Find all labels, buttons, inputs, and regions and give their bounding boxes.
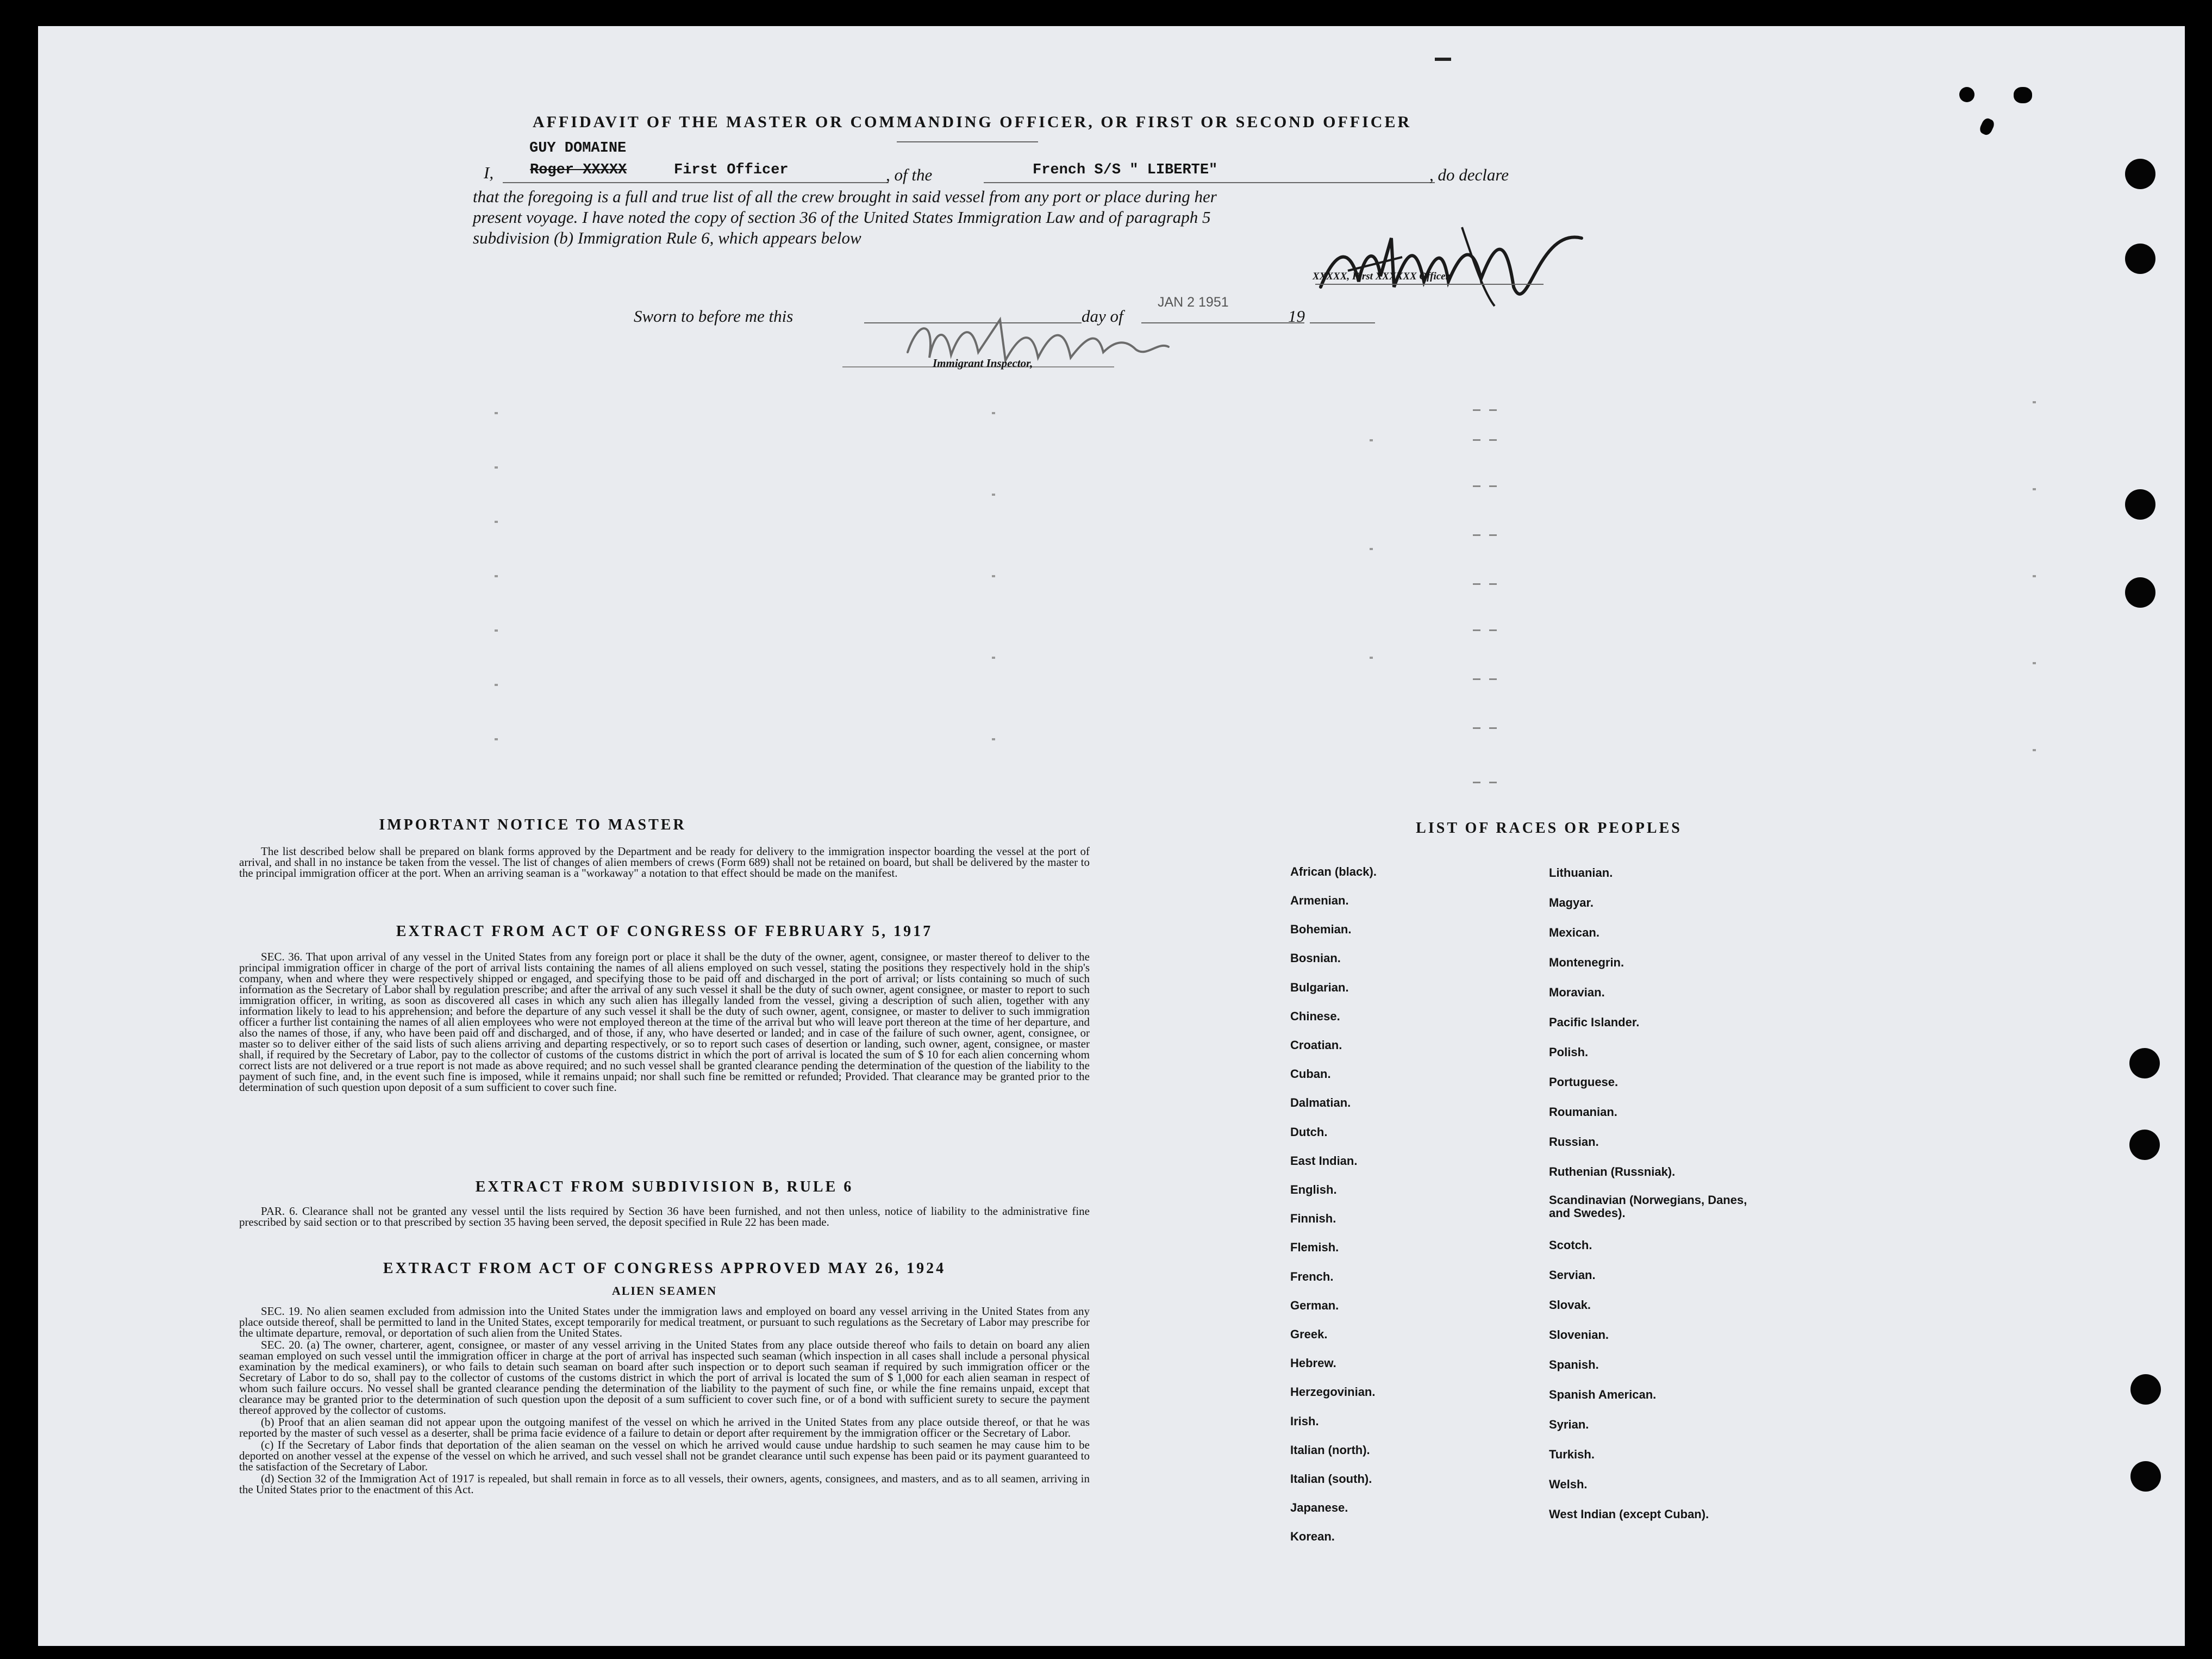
race-item: Hebrew. — [1290, 1356, 1336, 1370]
grid-mark — [992, 657, 995, 659]
race-item: Dalmatian. — [1290, 1096, 1351, 1109]
race-item: Spanish. — [1549, 1358, 1599, 1371]
race-item: Scandinavian (Norwegians, Danes, and Swedes). — [1549, 1193, 1747, 1220]
race-item: West Indian (except Cuban). — [1549, 1507, 1709, 1521]
pronoun-i: I, — [484, 163, 494, 182]
grid-mark — [992, 494, 995, 496]
extract-1917-title: EXTRACT FROM ACT OF CONGRESS OF FEBRUARY 5, 1917 — [396, 923, 933, 940]
punch-hole — [2125, 159, 2155, 189]
grid-dash — [1473, 583, 1480, 585]
race-item: East Indian. — [1290, 1154, 1358, 1168]
notice-title: IMPORTANT NOTICE TO MASTER — [379, 816, 686, 833]
race-item: Italian (south). — [1290, 1472, 1372, 1486]
section-20d-paragraph: (d) Section 32 of the Immigration Act of 1917 is repealed, but shall remain in force as to all vessels, their owners, agents, consignees, and masters, and as to all seamen, arriving in the United States prior to the enactment of this Act. — [239, 1472, 1090, 1496]
grid-dash — [1489, 534, 1497, 536]
grid-mark — [1370, 548, 1373, 550]
race-item: Slovak. — [1549, 1298, 1591, 1312]
race-item: Irish. — [1290, 1414, 1319, 1428]
race-item: Scotch. — [1549, 1238, 1592, 1252]
race-item: Syrian. — [1549, 1418, 1589, 1431]
grid-mark — [992, 738, 995, 740]
race-item: Flemish. — [1290, 1240, 1339, 1254]
notice-paragraph: The list described below shall be prepared on blank forms approved by the Department and be ready for delivery to the immigration inspector boarding the vessel at the port of arrival, and shall in no instance be taken from the vessel. The list of changes of alien members of crews (Form 689) shall not be retained on board, but shall be delivered by the master to the principal immigration officer at the port. When an arriving seaman is a "workaway" a notation to that effect should be made on the manifest. — [239, 845, 1090, 880]
year-prefix: 19 — [1288, 307, 1305, 326]
race-item: French. — [1290, 1270, 1334, 1283]
subdivision-title: EXTRACT FROM SUBDIVISION B, RULE 6 — [475, 1178, 854, 1195]
do-declare-text: , do declare — [1429, 165, 1509, 184]
races-title: LIST OF RACES OR PEOPLES — [1416, 820, 1682, 837]
grid-dash — [1473, 409, 1480, 411]
rank-typed: First Officer — [674, 162, 789, 178]
grid-dash — [1473, 678, 1480, 680]
race-item: Japanese. — [1290, 1501, 1348, 1514]
grid-dash — [1473, 727, 1480, 729]
grid-dash — [1489, 629, 1497, 631]
punch-hole — [2129, 1130, 2160, 1160]
ink-mark — [1435, 58, 1451, 61]
race-item: Ruthenian (Russniak). — [1549, 1165, 1676, 1178]
day-of-text: day of — [1082, 307, 1123, 326]
of-the-text: , of the — [886, 165, 933, 184]
sworn-prefix: Sworn to before me this — [634, 307, 793, 326]
date-stamp: JAN 2 1951 — [1158, 295, 1229, 310]
ink-mark — [2014, 87, 2032, 103]
race-item: Welsh. — [1549, 1477, 1588, 1491]
grid-dash — [1489, 782, 1497, 783]
section-20a-paragraph: SEC. 20. (a) The owner, charterer, agent, consignee, or master of any vessel arriving in the United States from any place outside thereof who fails to detain on board any alien seaman employed on such vessel until the immigration officer in charge at the port of arrival has inspected such seaman (which inspection in all cases shall include a personal physical examination by the medical examiners), or who fails to detain such seaman on board after such inspection or to deport such seaman if required by such immigration officer or the Secretary of Labor to do so, shall pay to the collector of customs of the customs district in which the port of arrival is located the sum of $ 1,000 for each alien seaman in respect of whom such failure occurs. No vessel shall be granted clearance pending the determination of the liability to the payment of such fine, or while the fine remains unpaid, except that clearance may be granted prior to the determination of such question upon the deposit of a sum sufficient to cover such fine, or of a bond with sufficient surety to secure the payment thereof approved by the collector of customs. — [239, 1338, 1090, 1417]
grid-mark — [495, 629, 498, 632]
grid-mark — [1370, 657, 1373, 659]
race-item: Chinese. — [1290, 1009, 1340, 1023]
punch-hole — [2130, 1374, 2161, 1405]
grid-mark — [992, 575, 995, 577]
race-item: Bohemian. — [1290, 922, 1352, 936]
grid-dash — [1489, 485, 1497, 487]
grid-mark — [2033, 749, 2036, 751]
grid-mark — [495, 575, 498, 577]
extract-1917-text — [239, 951, 1090, 1094]
grid-dash — [1489, 409, 1497, 411]
inspector-caption: Immigrant Inspector, — [933, 357, 1033, 370]
vessel-underline — [984, 182, 1435, 183]
race-item: Montenegrin. — [1549, 956, 1624, 969]
grid-mark — [992, 412, 995, 414]
affidavit-body-line-2: present voyage. I have noted the copy of section 36 of the United States Immigration Law and of paragraph 5 — [473, 208, 1211, 227]
grid-dash — [1489, 583, 1497, 585]
race-item: Turkish. — [1549, 1448, 1595, 1461]
year-line — [1310, 322, 1375, 323]
race-item: Servian. — [1549, 1268, 1596, 1282]
rank-underline — [503, 182, 889, 183]
punch-hole — [2125, 489, 2155, 520]
race-item: English. — [1290, 1183, 1337, 1196]
affidavit-body-line-1: that the foregoing is a full and true list of all the crew brought in said vessel from any port or place during her — [473, 187, 1217, 206]
grid-mark — [2033, 575, 2036, 577]
race-item: Roumanian. — [1549, 1105, 1617, 1119]
grid-mark — [495, 738, 498, 740]
ink-mark — [1959, 87, 1974, 102]
alien-seamen-subtitle: ALIEN SEAMEN — [611, 1284, 717, 1298]
affidavit-title: AFFIDAVIT OF THE MASTER OR COMMANDING OFFICER, OR FIRST OR SECOND OFFICER — [533, 113, 1412, 131]
race-item: Greek. — [1290, 1327, 1328, 1341]
grid-dash — [1473, 629, 1480, 631]
grid-mark — [495, 412, 498, 414]
race-item: Cuban. — [1290, 1067, 1331, 1081]
officer-signature-line — [1315, 284, 1544, 285]
section-20b-paragraph: (b) Proof that an alien seaman did not appear upon the outgoing manifest of the vessel on which he arrived in the United States from any place outside thereof, or that he was reported by the master of such vessel as a deserter, shall be prima facie evidence of a failure to detain or deport after requirement by the immigration officer or the Secretary of Labor. — [239, 1415, 1090, 1439]
grid-dash — [1473, 534, 1480, 536]
race-item: Lithuanian. — [1549, 866, 1613, 880]
section-19-paragraph: SEC. 19. No alien seamen excluded from admission into the United States under the immigration laws and employed on board any vessel arriving in the United States from any place outside thereof, shall be permitted to land in the United States, except temporarily for medical treatment, or pursuant to such regulations as the Secretary of Labor may prescribe for the ultimate departure, removal, or deportation of such alien from the United States. — [239, 1305, 1090, 1339]
grid-mark — [495, 466, 498, 469]
race-item: Portuguese. — [1549, 1075, 1619, 1089]
punch-hole — [2130, 1461, 2161, 1492]
grid-dash — [1473, 782, 1480, 783]
race-item: Dutch. — [1290, 1125, 1328, 1139]
title-underline — [897, 141, 1038, 142]
extract-1924-title: EXTRACT FROM ACT OF CONGRESS APPROVED MAY 26, 1924 — [383, 1260, 946, 1277]
race-item: German. — [1290, 1299, 1339, 1312]
race-item: Moravian. — [1549, 986, 1605, 999]
race-item: Polish. — [1549, 1045, 1589, 1059]
race-item: Herzegovinian. — [1290, 1385, 1376, 1399]
paragraph-6: PAR. 6. Clearance shall not be granted any vessel until the lists required by Section 36 have been furnished, and not then unless, notice of liability to the administrative fine prescribed by said section or to that prescribed by section 35 having been served, the deposit specified in Rule 22 has been made. — [239, 1205, 1090, 1228]
race-item: Bulgarian. — [1290, 981, 1349, 994]
race-item: Korean. — [1290, 1530, 1335, 1543]
grid-dash — [1473, 439, 1480, 441]
race-item: Italian (north). — [1290, 1443, 1370, 1457]
ink-mark — [1978, 117, 1996, 136]
grid-mark — [495, 684, 498, 686]
subdivision-text — [239, 1206, 1090, 1228]
race-item: Slovenian. — [1549, 1328, 1609, 1342]
grid-dash — [1489, 439, 1497, 441]
punch-hole — [2125, 577, 2155, 608]
grid-dash — [1489, 678, 1497, 680]
race-item: Finnish. — [1290, 1212, 1336, 1225]
grid-mark — [495, 521, 498, 523]
grid-mark — [1370, 439, 1373, 441]
race-item: Armenian. — [1290, 894, 1349, 907]
name-typed: GUY DOMAINE — [529, 140, 627, 157]
officer-signature — [1299, 205, 1603, 330]
section-20c-paragraph: (c) If the Secretary of Labor finds that deportation of the alien seaman on the vessel on which he arrived would cause undue hardship to such seamen he may cause him to be deported on another vessel at the expense of the vessel on which he arrived, and such vessel shall not be grandet clearance until such expense has been paid or its payment guaranteed to the satisfaction of the Secretary of Labor. — [239, 1438, 1090, 1473]
race-item: Russian. — [1549, 1135, 1599, 1149]
race-item: Magyar. — [1549, 896, 1594, 909]
document-page — [38, 26, 2185, 1646]
race-item: African (black). — [1290, 865, 1377, 878]
punch-hole — [2129, 1048, 2160, 1078]
race-item: Spanish American. — [1549, 1388, 1657, 1401]
grid-dash — [1489, 727, 1497, 729]
grid-dash — [1473, 485, 1480, 487]
race-item: Croatian. — [1290, 1038, 1342, 1052]
affidavit-body-line-3: subdivision (b) Immigration Rule 6, which appears below — [473, 228, 861, 247]
grid-mark — [2033, 662, 2036, 664]
grid-mark — [2033, 401, 2036, 403]
officer-caption: XXXXX, First XXXXXX Officer. — [1313, 271, 1452, 282]
section-36-paragraph: SEC. 36. That upon arrival of any vessel in the United States from any foreign port or place it shall be the duty of the owner, agent, consignee, or master thereof to deliver to the principal immigration officer in charge of the port of arrival lists containing the names of all aliens employed on such vessel, stating the positions they respectively hold in the ship's company, when and where they were respectively shipped or engaged, and specifying those to be paid off and discharged in the port of arrival; or lists containing so much of such information as the Secretary of Labor shall by regulation prescribe; and after the arrival of any such vessel it shall be the duty of such owner, agent consignee, or master to report to such immigration officer, in writing, as soon as discovered all cases in which any such alien has illegally landed from the vessel, giving a description of such alien, together with any information likely to lead to his apprehension; and before the departure of any such vessel it shall be the duty of such owner, agent, consignee, or master to deliver to such immigration officer a further list containing the names of all alien employees who were not employed thereon at the time of the arrival but who will leave port thereon at the time of her departure, and also the names of those, if any, who have been paid off and discharged, and of those, if any, who have deserted or landed; and in case of the failure of such owner, agent, consignee, or master so to deliver either of the said lists of such aliens arriving and departing respectively, or so to report such cases of desertion or landing, such owner, agent, consignee, or master shall, if required by the Secretary of Labor, pay to the collector of customs of the customs district in which the port of arrival is located the sum of $ 10 for each alien concerning whom correct lists are not delivered or a true report is not made as above required; and no such vessel shall be granted clearance pending the determination of the question of the liability to the payment of such fine, and, in the event such fine is imposed, while it remains unpaid; nor shall such fine be remitted or refunded; Provided. That clearance may be granted prior to the determination of such question upon deposit of a sum sufficient to cover such fine. — [239, 950, 1090, 1094]
race-item: Pacific Islander. — [1549, 1015, 1640, 1029]
extract-1924-text — [239, 1306, 1090, 1496]
vessel-typed: French S/S " LIBERTE" — [1033, 162, 1218, 178]
notice-text — [239, 846, 1090, 880]
name-struck: Roger XXXXX — [530, 162, 627, 178]
punch-hole — [2125, 244, 2155, 274]
race-item: Mexican. — [1549, 926, 1599, 939]
grid-mark — [2033, 488, 2036, 490]
race-item: Bosnian. — [1290, 951, 1341, 965]
